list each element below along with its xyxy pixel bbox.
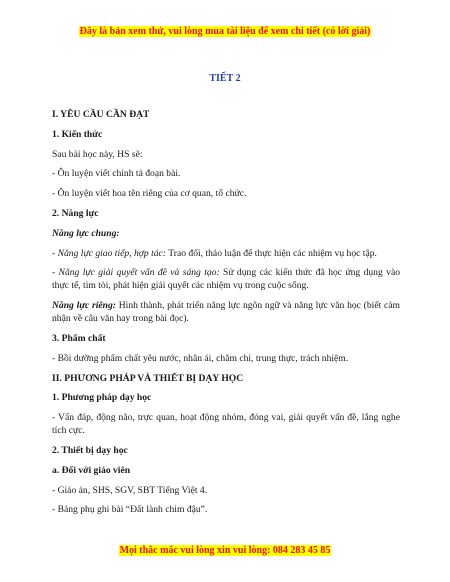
specific-competence <box>52 299 400 325</box>
equipment-item: - Bảng phụ ghi bài “Đất lành chim đậu”. <box>52 504 208 516</box>
competence-item-label: - Năng lực giải quyết vấn đề và sáng tạo: <box>52 267 220 279</box>
qualities-heading: 3. Phẩm chất <box>52 332 106 344</box>
specific-competence-text: Hình thành, phát triển năng lực ngôn ngữ và năng lực văn học (biết cảm nhận về câu văn hay trong bài đọc). <box>52 300 400 325</box>
methods-text: - Vấn đáp, động não, trực quan, hoạt động nhóm, đóng vai, giải quyết vấn đề, lắng nghe tích cực. <box>52 412 400 437</box>
preview-notice-text: Đây là bản xem thử, vui lòng mua tài liệu để xem chi tiết (có lời giải) <box>79 26 371 37</box>
qualities-text: - Bồi dưỡng phẩm chất yêu nước, nhân ái, chăm chỉ, trung thực, trách nhiệm. <box>52 352 349 364</box>
competence-item-text: Sử dụng các kiến thức đã học ứng dụng vào thực tế, tìm tòi, phát hiện giải quyết các nhiệm vụ trong cuộc sống. <box>52 267 400 292</box>
contact-banner <box>0 545 450 557</box>
general-competence-item <box>52 247 400 260</box>
competence-item-text: Trao đổi, thảo luận để thực hiện các nhiệm vụ học tập. <box>166 247 377 259</box>
knowledge-item: - Ôn luyện viết chính tả đoạn bài. <box>52 168 181 180</box>
section-1-heading: I. YÊU CẦU CẦN ĐẠT <box>52 109 150 120</box>
knowledge-item: - Ôn luyện viết hoa tên riêng của cơ quan, tổ chức. <box>52 188 247 200</box>
knowledge-intro: Sau bài học này, HS sẽ: <box>52 148 143 160</box>
specific-competence-label: Năng lực riêng: <box>52 300 116 312</box>
equipment-heading: 2. Thiết bị dạy học <box>52 444 128 456</box>
document-body <box>52 108 400 523</box>
general-competence-label: Năng lực chung: <box>52 227 120 239</box>
equipment-item: - Giáo án, SHS, SGV, SBT Tiếng Việt 4. <box>52 484 208 496</box>
contact-text: Mọi thắc mắc vui lòng xin vui lòng: 084 283 45 85 <box>119 545 331 556</box>
competence-heading: 2. Năng lực <box>52 207 99 219</box>
competence-item-label: - Năng lực giao tiếp, hợp tác: <box>52 247 167 259</box>
knowledge-heading: 1. Kiến thức <box>52 128 103 140</box>
preview-notice-banner <box>0 26 450 38</box>
lesson-title: TIẾT 2 <box>209 73 241 84</box>
methods-heading: 1. Phương pháp dạy học <box>52 392 152 404</box>
teacher-equipment-heading: a. Đối với giáo viên <box>52 464 131 476</box>
general-competence-item <box>52 266 400 292</box>
section-2-heading: II. PHƯƠNG PHÁP VÀ THIẾT BỊ DẠY HỌC <box>52 372 244 384</box>
